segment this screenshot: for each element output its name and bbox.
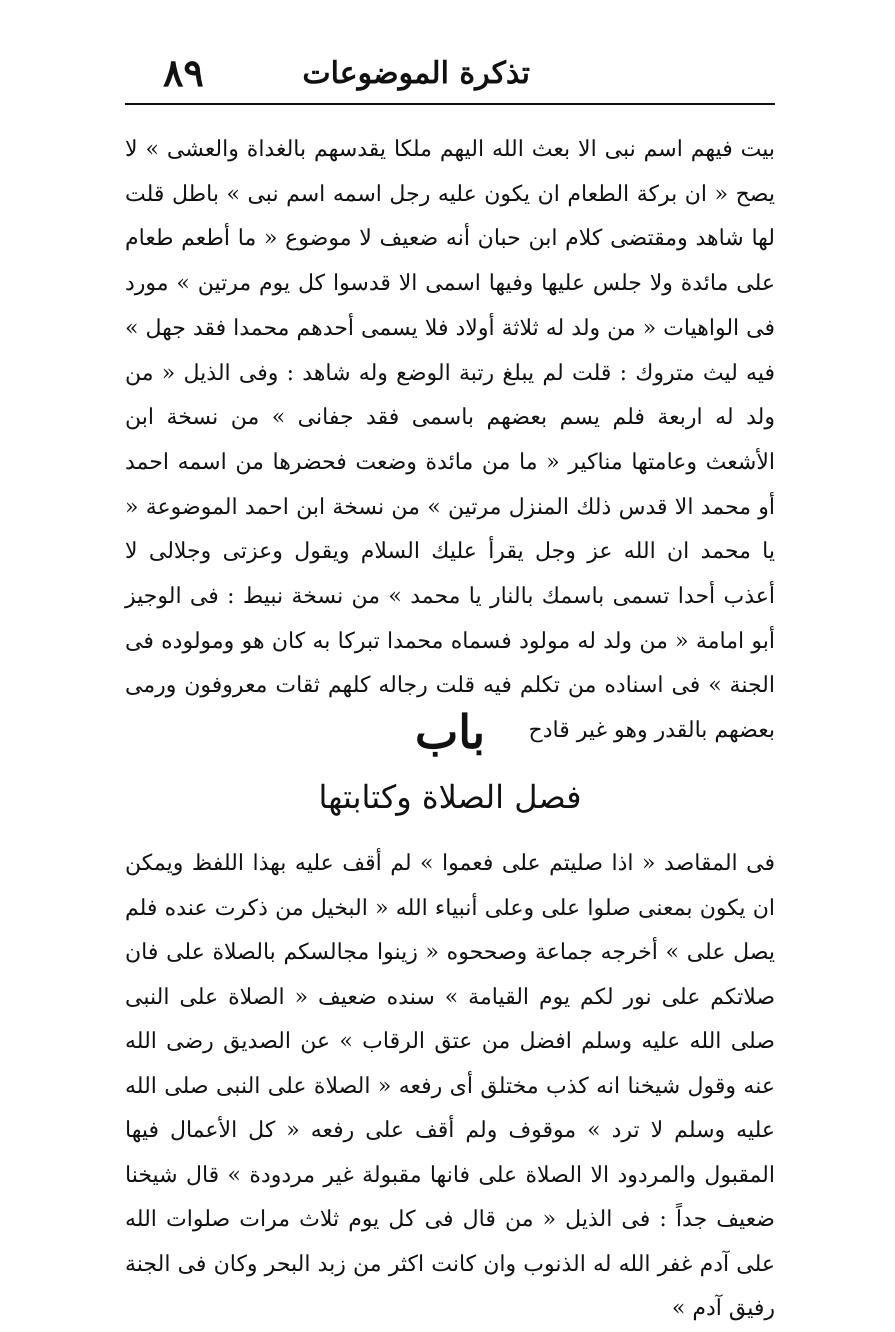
header-rule [125, 103, 775, 105]
section-heading: فصل الصلاة وكتابتها [318, 778, 582, 816]
running-title: تذكرة الموضوعات [302, 56, 530, 91]
body-paragraph: فى المقاصد « اذا صليتم على فعموا » لم أقف عليه بهذا اللفظ ويمكن ان يكون بمعنى صلوا على وعلى أنبياء الله « البخيل من ذكرت عنده فلم يصل على » أخرجه جماعة وصححوه « زينوا مجالسكم بالصلاة على فان صلاتكم على نور لكم يوم القيامة » سنده ضعيف « الصلاة على النبى صلى الله عليه وسلم افضل من عتق الرقاب » عن الصديق رضى الله عنه وقول شيخنا انه كذب مختلق أى رفعه « الصلاة على النبى صلى الله عليه وسلم لا ترد » موقوف ولم أقف على رفعه « كل الأعمال فيها المقبول والمردود الا الصلاة على فانها مقبولة غير مردودة » قال شيخنا ضعيف جداً : فى الذيل « من قال فى كل يوم ثلاث مرات صلوات الله على آدم غفر الله له الذنوب وان كانت اكثر من زبد البحر وكان فى الجنة رفيق آدم » [125, 851, 775, 1321]
page-header [125, 48, 770, 100]
chapter-heading: باب [414, 705, 486, 759]
body-paragraph: بيت فيهم اسم نبى الا بعث الله اليهم ملكا يقدسهم بالغداة والعشى » لا يصح « ان بركة الطعام ان يكون عليه رجل اسمه اسم نبى » باطل قلت لها شاهد ومقتضى كلام ابن حبان أنه ضعيف لا موضوع « ما أطعم طعام على مائدة ولا جلس عليها وفيها اسمى الا قدسوا كل يوم مرتين » مورد فى الواهيات « من ولد له ثلاثة أولاد فلا يسمى أحدهم محمدا فقد جهل » فيه ليث متروك : قلت لم يبلغ رتبة الوضع وله شاهد : وفى الذيل « من ولد له اربعة فلم يسم بعضهم باسمى فقد جفانى » من نسخة ابن الأشعث وعامتها مناكير « ما من مائدة وضعت فحضرها من اسمه احمد أو محمد الا قدس ذلك المنزل مرتين » من نسخة ابن احمد الموضوعة « يا محمد ان الله عز وجل يقرأ عليك السلام ويقول وعزتى وجلالى لا أعذب أحدا تسمى باسمك بالنار يا محمد » من نسخة نبيط : فى الوجيز أبو امامة « من ولد له مولود فسماه محمدا تبركا به كان هو ومولوده فى الجنة » فى اسناده من تكلم فيه قلت رجاله كلهم ثقات معروفون ورمى بعضهم بالقدر وهو غير قادح [125, 137, 775, 744]
page-number: ٨٩ [163, 50, 204, 95]
